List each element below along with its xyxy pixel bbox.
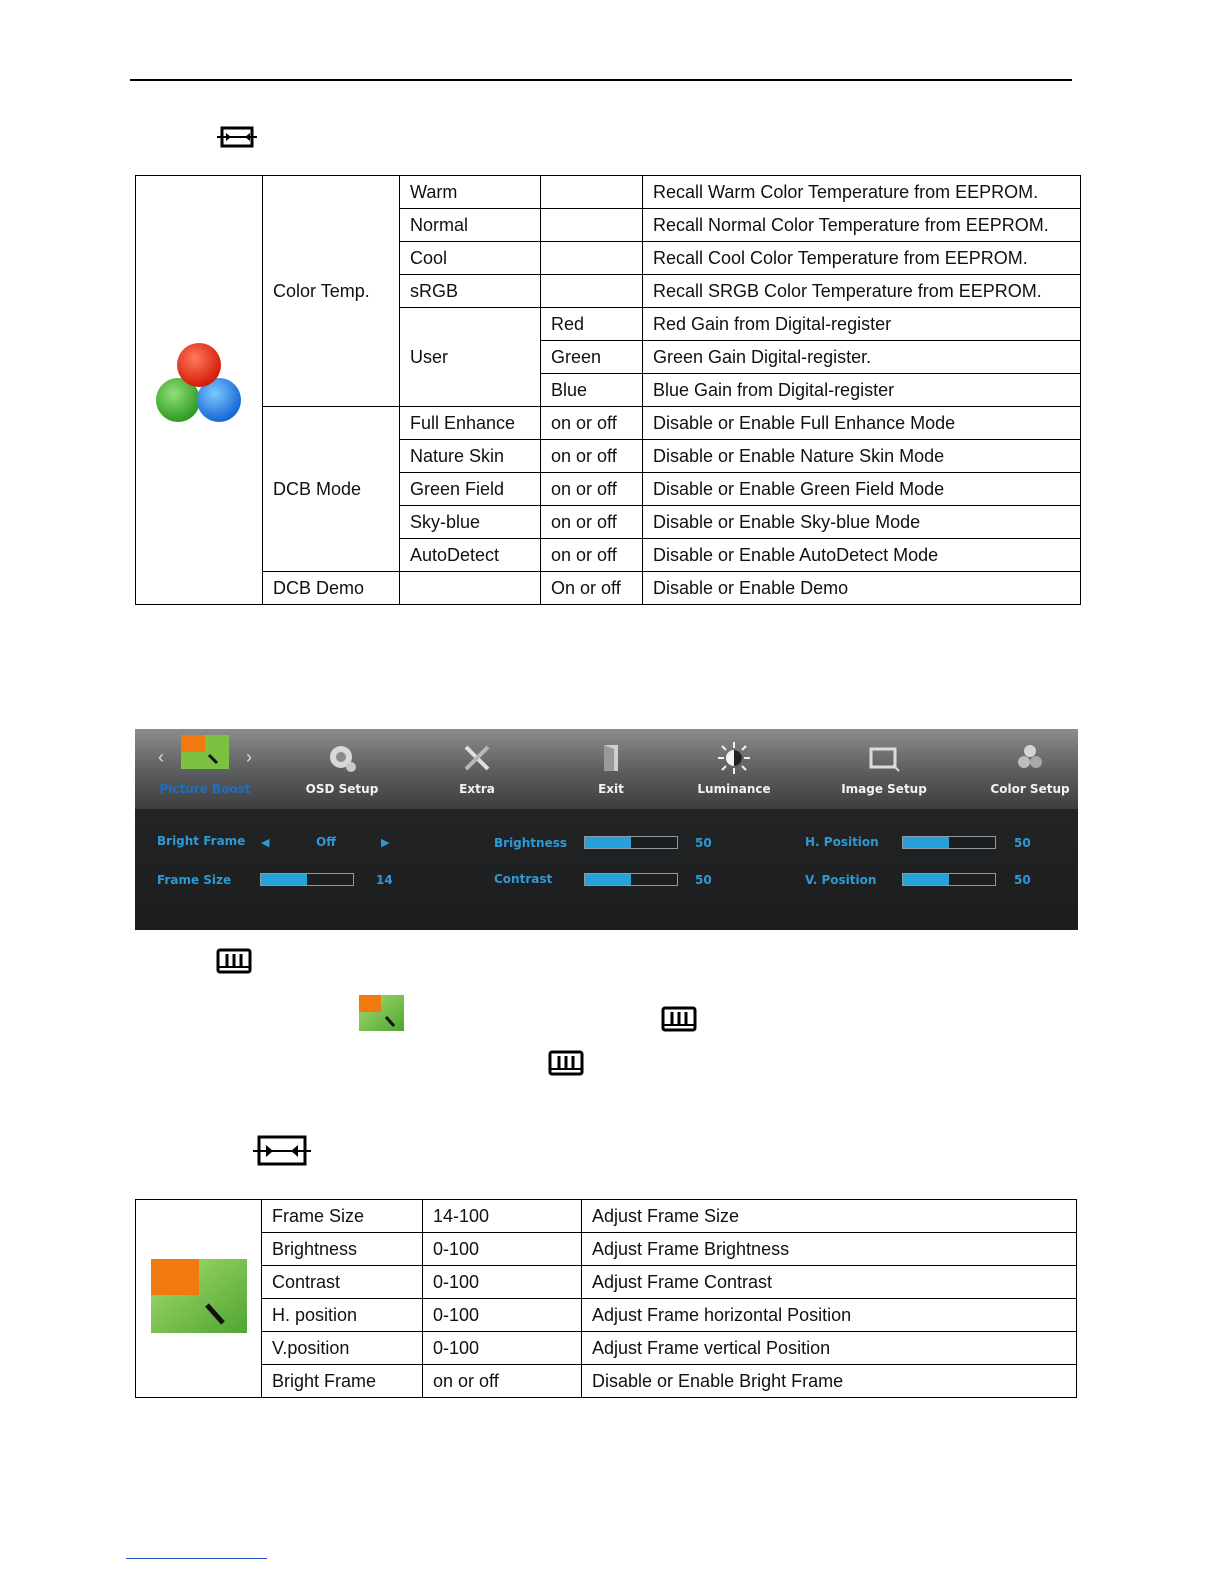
table-row: Color Temp. Warm Recall Warm Color Temperature from EEPROM. [136,176,1081,209]
osd-screenshot [135,729,1078,930]
arrow-left-icon[interactable]: ◀ [261,837,270,849]
v-position-slider[interactable] [902,873,996,886]
table-row: Normal Recall Normal Color Temperature from EEPROM. [136,209,1081,242]
tab-color-setup[interactable] [975,729,1078,809]
brightness-label: Brightness [494,836,568,850]
table-row: V.position 0-100 Adjust Frame vertical Position [136,1332,1077,1365]
picture-boost-table [135,1199,1077,1398]
dcb-mode-label: DCB Mode [263,407,400,572]
h-position-slider[interactable] [902,836,996,849]
contrast-fill [585,874,631,885]
tab-label: Color Setup [990,782,1070,796]
menu-icon [661,1006,697,1032]
tab-exit[interactable] [556,729,666,809]
table-row: DCB Demo On or off Disable or Enable Demo [136,572,1081,605]
header-rule [130,79,1072,81]
frame-size-value: 14 [376,873,393,887]
table-row: DCB Mode Full Enhance on or off Disable or Enable Full Enhance Mode [136,407,1081,440]
frame-size-label: Frame Size [157,873,232,887]
table-row: Bright Frame on or off Disable or Enable Bright Frame [136,1365,1077,1398]
exit-door-icon [594,741,628,775]
picture-boost-icon [151,1259,247,1333]
tab-label: Picture Boost [159,782,251,796]
table-row: Sky-blue on or off Disable or Enable Sky-blue Mode [136,506,1081,539]
tab-luminance[interactable] [679,729,789,809]
table-row: User Red Red Gain from Digital-register [136,308,1081,341]
color-setup-icon [151,340,247,436]
tab-label: OSD Setup [305,782,379,796]
table-row: AutoDetect on or off Disable or Enable AutoDetect Mode [136,539,1081,572]
tab-extra[interactable] [422,729,532,809]
frame-size-slider[interactable] [260,873,354,886]
color-setup-icon-cell [136,176,263,605]
footer-rule [126,1558,267,1559]
luminance-icon [717,741,751,775]
contrast-label: Contrast [494,872,553,886]
menu-icon [548,1050,584,1076]
table-row: Nature Skin on or off Disable or Enable Nature Skin Mode [136,440,1081,473]
table-row: Contrast 0-100 Adjust Frame Contrast [136,1266,1077,1299]
tab-label: Extra [459,782,495,796]
exit-icon [253,1134,313,1168]
table-row: Frame Size 14-100 Adjust Frame Size [136,1200,1077,1233]
contrast-slider[interactable] [584,873,678,886]
tab-osd-setup[interactable] [287,729,397,809]
osd-setup-icon [325,741,359,775]
picture-boost-icon-cell [136,1200,262,1398]
v-position-fill [903,874,949,885]
h-position-fill [903,837,949,848]
table-row: Cool Recall Cool Color Temperature from EEPROM. [136,242,1081,275]
image-setup-icon [867,741,901,775]
tab-label: Image Setup [841,782,927,796]
v-position-label: V. Position [805,873,877,887]
tab-picture-boost[interactable] [150,729,260,809]
table-row: H. position 0-100 Adjust Frame horizontal Position [136,1299,1077,1332]
contrast-value: 50 [695,873,712,887]
color-setup-table [135,175,1081,605]
arrow-right-icon[interactable]: ▶ [381,837,390,849]
frame-size-fill [261,874,307,885]
table-row: Blue Blue Gain from Digital-register [136,374,1081,407]
extra-icon [460,741,494,775]
table-row: Brightness 0-100 Adjust Frame Brightness [136,1233,1077,1266]
tab-image-setup[interactable] [829,729,939,809]
bright-frame-label: Bright Frame [157,834,246,848]
chevron-left-icon: ‹ [158,747,164,767]
color-setup-icon [1013,741,1047,775]
chevron-right-icon: › [246,747,252,767]
h-position-value: 50 [1014,836,1031,850]
picture-boost-icon [181,735,229,769]
picture-boost-icon [359,995,404,1031]
table-row: sRGB Recall SRGB Color Temperature from EEPROM. [136,275,1081,308]
tab-label: Exit [598,782,624,796]
brightness-slider[interactable] [584,836,678,849]
table-row: Green Field on or off Disable or Enable Green Field Mode [136,473,1081,506]
color-temp-label: Color Temp. [263,176,400,407]
h-position-label: H. Position [805,835,879,849]
bright-frame-value: Off [316,835,336,849]
exit-icon [217,125,259,149]
user-label: User [400,308,541,407]
v-position-value: 50 [1014,873,1031,887]
tab-label: Luminance [697,782,771,796]
table-row: Green Green Gain Digital-register. [136,341,1081,374]
brightness-fill [585,837,631,848]
menu-icon [216,948,252,974]
brightness-value: 50 [695,836,712,850]
